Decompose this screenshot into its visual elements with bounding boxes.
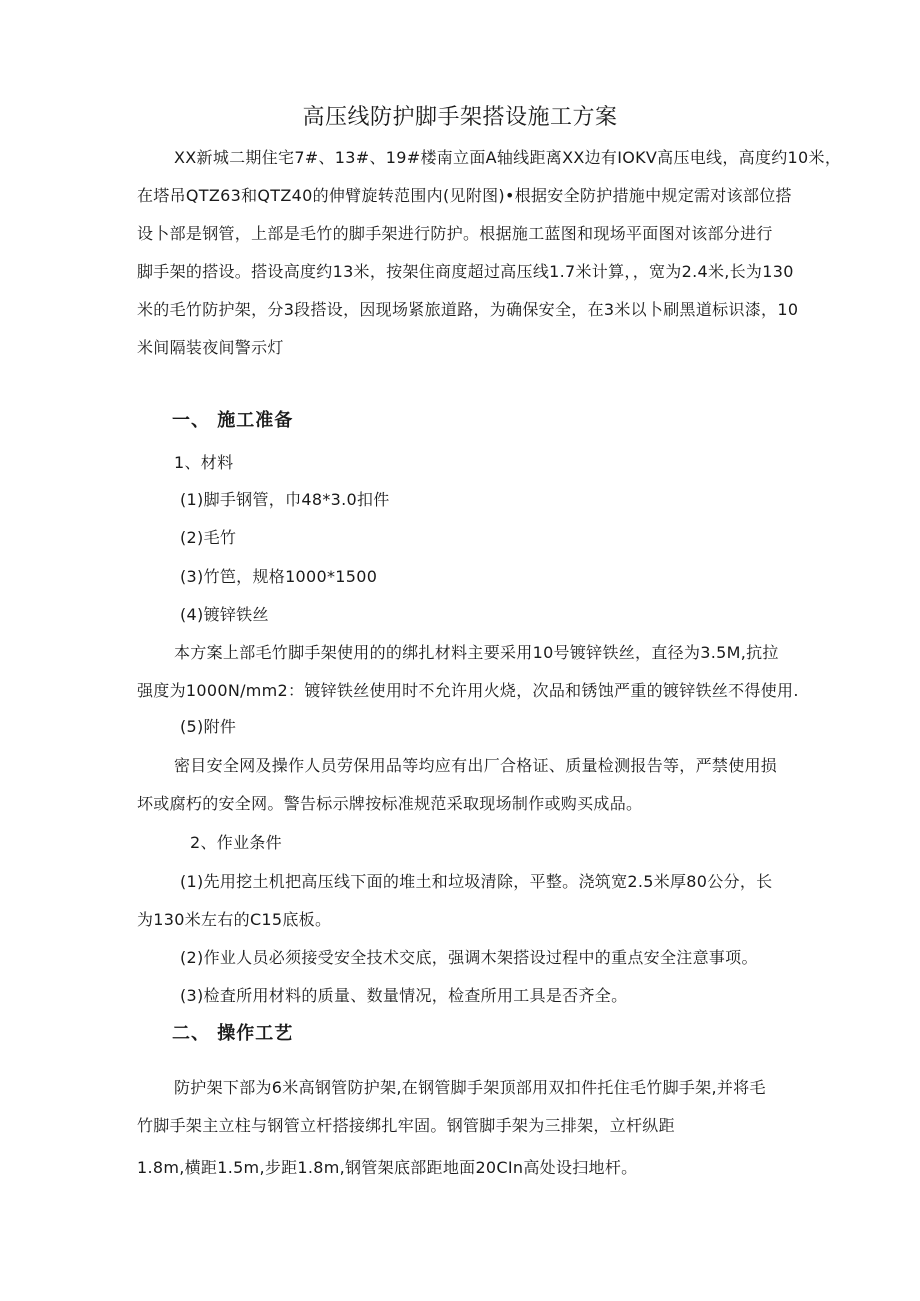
intro-line-2: 在塔吊QTZ63和QTZ40的伸臂旋转范围内(见附图)•根据安全防护措施中规定需对该部位搭 [137,186,792,205]
section-2-heading: 二、 操作工艺 [172,1023,294,1044]
intro-line-6: 米间隔装夜间警示灯 [137,338,284,357]
wire-para-line-1: 本方案上部毛竹脚手架使用的的绑扎材料主要采用10号镀锌铁丝，直径为3.5M,抗拉 [174,643,779,662]
process-para-line-1: 防护架下部为6米高钢管防护架,在钢管脚手架顶部用双扣件托住毛竹脚手架,并将毛 [174,1078,766,1097]
condition-1-line-1: (1)先用挖土机把高压线下面的堆土和垃圾清除，平整。浇筑宽2.5米厚80公分，长 [180,872,773,891]
intro-line-1: XX新城二期住宅7#、13#、19#楼南立面A轴线距离XX边有IOKV高压电线，高度约10米， [174,148,842,167]
net-para-line-1: 密目安全网及操作人员劳保用品等均应有出厂合格证、质量检测报告等，严禁使用损 [174,756,778,775]
process-para-line-3: 1.8m,横距1.5m,步距1.8m,钢管架底部距地面20CIn高处设扫地杆。 [137,1158,638,1177]
intro-line-3: 设卜部是钢管，上部是毛竹的脚手架进行防护。根据施工蓝图和现场平面图对该部分进行 [137,224,773,243]
material-item-5: (5)附件 [180,717,237,736]
document-title: 高压线防护脚手架搭设施工方案 [302,105,618,130]
intro-line-4: 脚手架的搭设。搭设高度约13米，按架住商度超过高压线1.7米计算，，宽为2.4米,长为130 [137,262,794,281]
material-item-4: (4)镀锌铁丝 [180,605,269,624]
intro-line-5: 米的毛竹防护架，分3段搭设，因现场紧旅道路，为确保安全，在3米以卜刷黑道标识漆，10 [137,300,799,319]
material-item-3: (3)竹笆，规格1000*1500 [180,567,378,586]
process-para-line-2: 竹脚手架主立柱与钢管立杆搭接绑扎牢固。钢管脚手架为三排架，立杆纵距 [137,1116,675,1135]
net-para-line-2: 坏或腐朽的安全网。警告标示牌按标准规范采取现场制作或购买成品。 [137,794,643,813]
material-item-1: (1)脚手钢管，巾48*3.0扣件 [180,490,390,509]
condition-1-line-2: 为130米左右的C15底板。 [137,910,332,929]
condition-2: (2)作业人员必须接受安全技术交底，强调木架搭设过程中的重点安全注意事项。 [180,948,758,967]
condition-3: (3)检査所用材料的质量、数量情况，检查所用工具是否齐全。 [180,986,628,1005]
wire-para-line-2: 强度为1000N/mm2：镀锌铁丝使用时不允许用火烧，次品和锈蚀严重的镀锌铁丝不得使用. [137,681,799,700]
material-item-2: (2)毛竹 [180,528,237,547]
section-1-heading: 一、 施工准备 [172,410,294,431]
section-1-sub-materials: 1、材料 [174,453,234,472]
section-1-sub-conditions: 2、作业条件 [190,833,282,852]
